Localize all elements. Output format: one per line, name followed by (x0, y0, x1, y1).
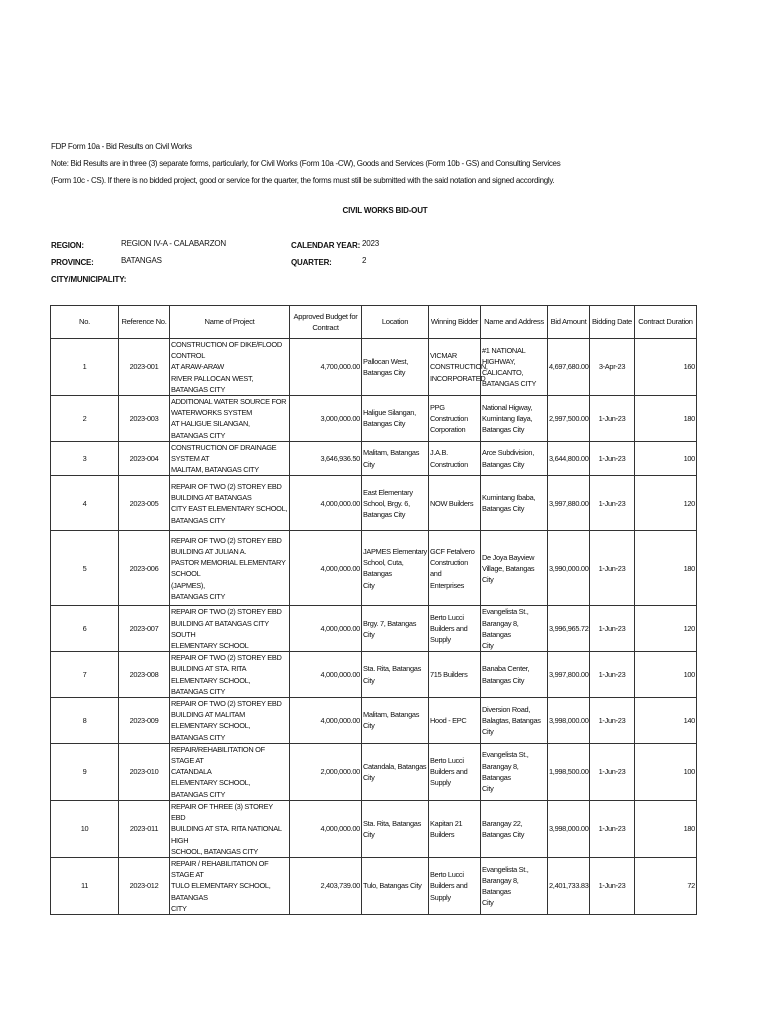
cell-winning-bidder: NOW Builders (429, 476, 481, 531)
cell-bidding-date: 1-Jun-23 (590, 652, 635, 698)
col-header-bidding-date: Bidding Date (590, 306, 635, 339)
cell-project-name: REPAIR / REHABILITATION OF STAGE AT TULO ELEMENTARY SCHOOL, BATANGAS CITY (170, 857, 290, 914)
form-title: FDP Form 10a - Bid Results on Civil Works (51, 142, 192, 151)
col-header-approved-budget: Approved Budget for Contract (290, 306, 362, 339)
quarter-label: QUARTER: (291, 258, 332, 267)
cell-reference: 2023-003 (119, 396, 170, 442)
cell-approved-budget: 3,646,936.50 (290, 441, 362, 476)
cell-location: East Elementary School, Brgy. 6, Batangas City (362, 476, 429, 531)
cell-bidding-date: 1-Jun-23 (590, 441, 635, 476)
table-header-row (51, 306, 697, 339)
cell-project-name: REPAIR OF TWO (2) STOREY EBD BUILDING AT MALITAM ELEMENTARY SCHOOL, BATANGAS CITY (170, 698, 290, 744)
col-header-contract-duration: Contract Duration (635, 306, 697, 339)
cell-location: Malitam, Batangas City (362, 441, 429, 476)
cell-project-name: REPAIR OF TWO (2) STOREY EBD BUILDING AT JULIAN A. PASTOR MEMORIAL ELEMENTARY SCHOOL (JAPMES), BATANGAS CITY (170, 531, 290, 606)
cell-approved-budget: 4,000,000.00 (290, 531, 362, 606)
cell-bid-amount: 2,401,733.83 (548, 857, 590, 914)
cell-location: Pallocan West, Batangas City (362, 339, 429, 396)
cell-contract-duration: 100 (635, 441, 697, 476)
cell-no: 8 (51, 698, 119, 744)
cell-approved-budget: 4,000,000.00 (290, 698, 362, 744)
cell-reference: 2023-001 (119, 339, 170, 396)
cell-no: 1 (51, 339, 119, 396)
col-header-winning-bidder: Winning Bidder (429, 306, 481, 339)
cell-contract-duration: 180 (635, 396, 697, 442)
city-label: CITY/MUNICIPALITY: (51, 275, 127, 284)
cell-bid-amount: 3,998,000.00 (548, 800, 590, 857)
cell-bidding-date: 1-Jun-23 (590, 476, 635, 531)
cell-name-address: De Joya Bayview Village, Batangas City (481, 531, 548, 606)
cell-name-address: Evangelista St., Barangay 8, Batangas City (481, 857, 548, 914)
section-heading: CIVIL WORKS BID-OUT (342, 206, 428, 215)
cell-location: Sta. Rita, Batangas City (362, 800, 429, 857)
cell-bidding-date: 1-Jun-23 (590, 531, 635, 606)
cell-reference: 2023-006 (119, 531, 170, 606)
cell-project-name: CONSTRUCTION OF DRAINAGE SYSTEM AT MALITAM, BATANGAS CITY (170, 441, 290, 476)
calendar-year-value: 2023 (362, 239, 379, 248)
cell-winning-bidder: Kapitan 21 Builders (429, 800, 481, 857)
cell-approved-budget: 4,000,000.00 (290, 800, 362, 857)
cell-name-address: Banaba Center, Batangas City (481, 652, 548, 698)
cell-bid-amount: 3,997,800.00 (548, 652, 590, 698)
col-header-bid-amount: Bid Amount (548, 306, 590, 339)
cell-approved-budget: 4,000,000.00 (290, 652, 362, 698)
cell-approved-budget: 4,700,000.00 (290, 339, 362, 396)
cell-contract-duration: 72 (635, 857, 697, 914)
region-label: REGION: (51, 241, 84, 250)
cell-contract-duration: 100 (635, 743, 697, 800)
cell-reference: 2023-007 (119, 606, 170, 652)
province-label: PROVINCE: (51, 258, 94, 267)
cell-no: 10 (51, 800, 119, 857)
table-row (51, 857, 697, 914)
table-row (51, 800, 697, 857)
cell-approved-budget: 2,403,739.00 (290, 857, 362, 914)
cell-reference: 2023-008 (119, 652, 170, 698)
cell-winning-bidder: Hood - EPC (429, 698, 481, 744)
cell-bid-amount: 4,697,680.00 (548, 339, 590, 396)
cell-contract-duration: 180 (635, 800, 697, 857)
cell-project-name: REPAIR OF THREE (3) STOREY EBD BUILDING AT STA. RITA NATIONAL HIGH SCHOOL, BATANGAS CITY (170, 800, 290, 857)
calendar-year-label: CALENDAR YEAR: (291, 241, 361, 250)
cell-location: Tulo, Batangas City (362, 857, 429, 914)
cell-contract-duration: 180 (635, 531, 697, 606)
col-header-reference: Reference No. (119, 306, 170, 339)
cell-winning-bidder: J.A.B. Construction (429, 441, 481, 476)
cell-bid-amount: 3,998,000.00 (548, 698, 590, 744)
table-row (51, 339, 697, 396)
cell-approved-budget: 4,000,000.00 (290, 606, 362, 652)
cell-no: 11 (51, 857, 119, 914)
cell-location: Malitam, Batangas City (362, 698, 429, 744)
cell-location: JAPMES Elementary School, Cuta, Batangas City (362, 531, 429, 606)
cell-bid-amount: 3,990,000.00 (548, 531, 590, 606)
cell-reference: 2023-004 (119, 441, 170, 476)
province-value: BATANGAS (121, 256, 162, 265)
cell-bidding-date: 1-Jun-23 (590, 800, 635, 857)
cell-no: 7 (51, 652, 119, 698)
cell-winning-bidder: 715 Builders (429, 652, 481, 698)
cell-approved-budget: 2,000,000.00 (290, 743, 362, 800)
cell-project-name: CONSTRUCTION OF DIKE/FLOOD CONTROL AT ARAW-ARAW RIVER PALLOCAN WEST, BATANGAS CITY (170, 339, 290, 396)
cell-winning-bidder: Berto Lucci Builders and Supply (429, 743, 481, 800)
cell-no: 3 (51, 441, 119, 476)
cell-name-address: Diversion Road, Balagtas, Batangas City (481, 698, 548, 744)
cell-contract-duration: 140 (635, 698, 697, 744)
region-value: REGION IV-A - CALABARZON (121, 239, 227, 248)
table-row (51, 652, 697, 698)
cell-reference: 2023-009 (119, 698, 170, 744)
table-row (51, 441, 697, 476)
col-header-name-address: Name and Address (481, 306, 548, 339)
cell-location: Haligue Silangan, Batangas City (362, 396, 429, 442)
cell-bidding-date: 1-Jun-23 (590, 396, 635, 442)
table-row (51, 743, 697, 800)
cell-project-name: REPAIR OF TWO (2) STOREY EBD BUILDING AT STA. RITA ELEMENTARY SCHOOL, BATANGAS CITY (170, 652, 290, 698)
quarter-value: 2 (362, 256, 367, 265)
cell-contract-duration: 120 (635, 606, 697, 652)
table-body (51, 339, 697, 915)
col-header-project-name: Name of Project (170, 306, 290, 339)
cell-bidding-date: 3-Apr-23 (590, 339, 635, 396)
cell-name-address: Evangelista St., Barangay 8, Batangas City (481, 606, 548, 652)
cell-no: 4 (51, 476, 119, 531)
cell-bid-amount: 3,644,800.00 (548, 441, 590, 476)
cell-bidding-date: 1-Jun-23 (590, 698, 635, 744)
cell-reference: 2023-010 (119, 743, 170, 800)
cell-project-name: ADDITIONAL WATER SOURCE FOR WATERWORKS SYSTEM AT HALIGUE SILANGAN, BATANGAS CITY (170, 396, 290, 442)
cell-winning-bidder: PPG Construction Corporation (429, 396, 481, 442)
cell-project-name: REPAIR OF TWO (2) STOREY EBD BUILDING AT BATANGAS CITY SOUTH ELEMENTARY SCHOOL (170, 606, 290, 652)
cell-contract-duration: 100 (635, 652, 697, 698)
cell-approved-budget: 4,000,000.00 (290, 476, 362, 531)
form-note-line-1: Note: Bid Results are in three (3) separate forms, particularly, for Civil Works (Form 10a -CW), Goods and Services (Form 10b - GS) and Consulting Services (51, 159, 561, 168)
cell-contract-duration: 160 (635, 339, 697, 396)
cell-winning-bidder: GCF Fetalvero Construction and Enterprises (429, 531, 481, 606)
cell-approved-budget: 3,000,000.00 (290, 396, 362, 442)
cell-reference: 2023-012 (119, 857, 170, 914)
table-row (51, 606, 697, 652)
cell-bidding-date: 1-Jun-23 (590, 606, 635, 652)
cell-location: Catandala, Batangas City (362, 743, 429, 800)
cell-no: 6 (51, 606, 119, 652)
cell-project-name: REPAIR OF TWO (2) STOREY EBD BUILDING AT BATANGAS CITY EAST ELEMENTARY SCHOOL, BATANGAS CITY (170, 476, 290, 531)
cell-contract-duration: 120 (635, 476, 697, 531)
cell-name-address: #1 NATIONAL HIGHWAY, CALICANTO, BATANGAS CITY (481, 339, 548, 396)
cell-no: 9 (51, 743, 119, 800)
cell-no: 5 (51, 531, 119, 606)
cell-winning-bidder: Berto Lucci Builders and Supply (429, 606, 481, 652)
col-header-location: Location (362, 306, 429, 339)
cell-name-address: National Higway, Kumintang Ilaya, Batangas City (481, 396, 548, 442)
cell-name-address: Arce Subdivision, Batangas City (481, 441, 548, 476)
cell-location: Brgy. 7, Batangas City (362, 606, 429, 652)
cell-reference: 2023-005 (119, 476, 170, 531)
table-row (51, 476, 697, 531)
cell-name-address: Barangay 22, Batangas City (481, 800, 548, 857)
table-row (51, 396, 697, 442)
cell-bid-amount: 2,997,500.00 (548, 396, 590, 442)
cell-bid-amount: 3,996,965.72 (548, 606, 590, 652)
cell-name-address: Evangelista St., Barangay 8, Batangas City (481, 743, 548, 800)
bid-results-table (50, 305, 697, 915)
cell-winning-bidder: Berto Lucci Builders and Supply (429, 857, 481, 914)
cell-bid-amount: 3,997,880.00 (548, 476, 590, 531)
cell-project-name: REPAIR/REHABILITATION OF STAGE AT CATANDALA ELEMENTARY SCHOOL, BATANGAS CITY (170, 743, 290, 800)
table-row (51, 698, 697, 744)
table-row (51, 531, 697, 606)
cell-reference: 2023-011 (119, 800, 170, 857)
cell-bidding-date: 1-Jun-23 (590, 857, 635, 914)
cell-bidding-date: 1-Jun-23 (590, 743, 635, 800)
cell-location: Sta. Rita, Batangas City (362, 652, 429, 698)
col-header-no: No. (51, 306, 119, 339)
cell-winning-bidder: VICMAR CONSTRUCTION, INCORPORATED (429, 339, 481, 396)
form-note-line-2: (Form 10c - CS). If there is no bidded project, good or service for the quarter, the forms must still be submitted with the said notation and signed accordingly. (51, 176, 555, 185)
cell-name-address: Kumintang Ibaba, Batangas City (481, 476, 548, 531)
cell-no: 2 (51, 396, 119, 442)
cell-bid-amount: 1,998,500.00 (548, 743, 590, 800)
